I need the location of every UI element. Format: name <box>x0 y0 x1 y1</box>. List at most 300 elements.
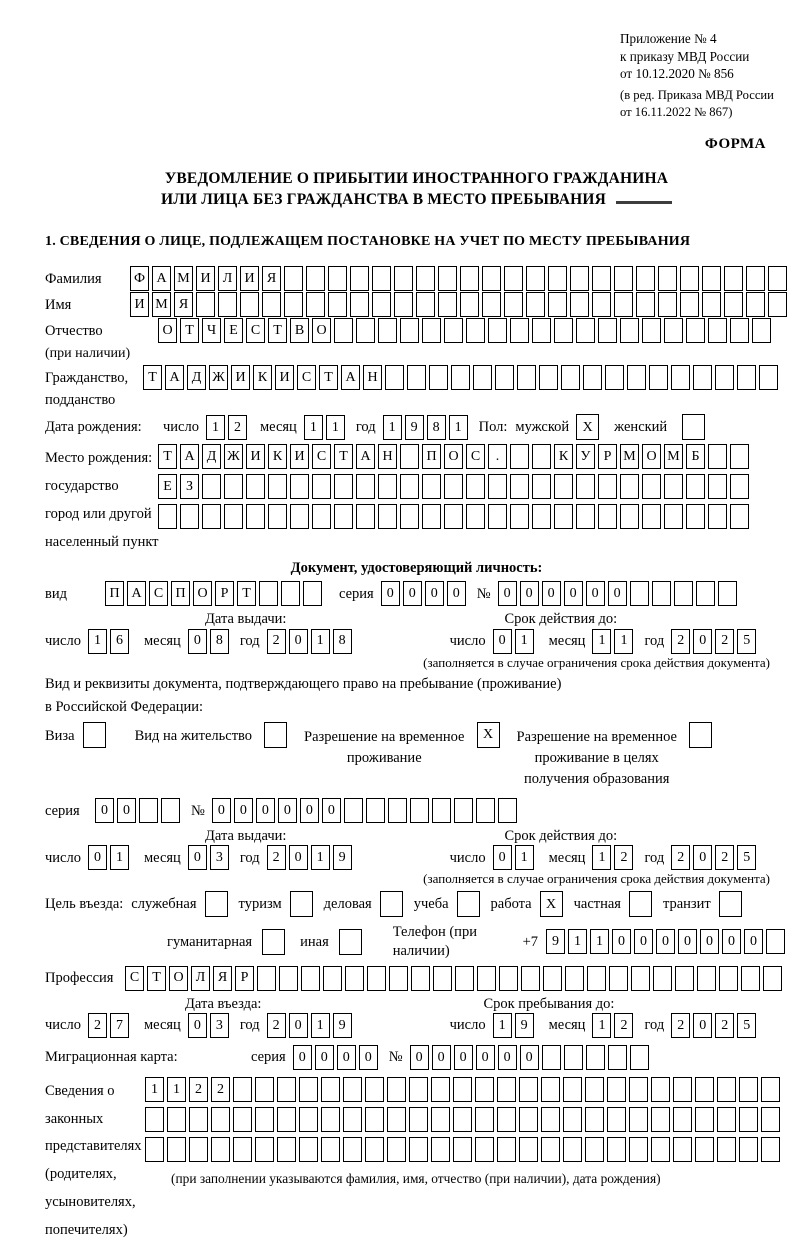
residence-validity-year-cells <box>671 845 759 870</box>
residence-number-cell <box>344 798 363 823</box>
entry-day-label: число <box>45 1017 81 1034</box>
phone-cell: 0 <box>612 929 631 954</box>
doc-number-label: № <box>476 585 491 602</box>
legal-reps-cell: 2 <box>211 1077 230 1102</box>
birth-place-cell <box>180 504 199 529</box>
legal-reps-cell <box>585 1137 604 1162</box>
residence-number-cell <box>498 798 517 823</box>
birth-day-cell: 1 <box>206 415 225 440</box>
birth-place-cell <box>642 474 661 499</box>
legal-reps-label-6: попечителях) <box>45 1221 128 1238</box>
purpose-study-checkbox <box>457 891 483 917</box>
legal-reps-cell <box>211 1137 230 1162</box>
firstname-cells <box>130 292 790 317</box>
migration-number-cell: 0 <box>498 1045 517 1070</box>
stay-day-cell: 9 <box>515 1013 534 1038</box>
migration-series-cell: 0 <box>337 1045 356 1070</box>
legal-reps-cell <box>321 1137 340 1162</box>
birth-place-cell <box>400 504 419 529</box>
purpose-work-checkbox <box>540 891 566 917</box>
birth-place-cell <box>224 474 243 499</box>
birth-day-cell: 2 <box>228 415 247 440</box>
legal-reps-cell <box>233 1107 252 1132</box>
surname-cell <box>592 266 611 291</box>
phone-cell: 0 <box>744 929 763 954</box>
firstname-cell <box>636 292 655 317</box>
doc-validity-day-cell: 0 <box>493 629 512 654</box>
citizenship-cell <box>605 365 624 390</box>
purpose-private-cell <box>629 891 652 917</box>
legal-reps-cell <box>651 1077 670 1102</box>
residence-number-cell <box>410 798 429 823</box>
citizenship-cell: С <box>297 365 316 390</box>
residence-issue-heading: Дата выдачи: <box>205 828 287 845</box>
residence-issue-month-cell: 0 <box>188 845 207 870</box>
legal-reps-cell <box>497 1107 516 1132</box>
firstname-cell <box>504 292 523 317</box>
patronymic-cell: Т <box>268 318 287 343</box>
phone-cell: 0 <box>722 929 741 954</box>
legal-reps-cell <box>299 1137 318 1162</box>
patronymic-cell: О <box>158 318 177 343</box>
profession-cell <box>543 966 562 991</box>
residence-issue-month-cells <box>188 845 232 870</box>
legal-reps-cell <box>717 1107 736 1132</box>
legal-reps-cell <box>431 1107 450 1132</box>
birth-place-cell <box>598 504 617 529</box>
doc-issue-day-cell: 1 <box>88 629 107 654</box>
visit-purpose-label: Цель въезда: <box>45 896 124 913</box>
legal-reps-cell <box>255 1077 274 1102</box>
birth-place-cell <box>202 504 221 529</box>
doc-type-cell <box>303 581 322 606</box>
doc-type-cell <box>259 581 278 606</box>
stay-year-label: год <box>644 1017 665 1034</box>
residence-number-cell: 0 <box>256 798 275 823</box>
residence-issue-year-cell: 1 <box>311 845 330 870</box>
stay-month-cell: 2 <box>614 1013 633 1038</box>
firstname-cell <box>482 292 501 317</box>
patronymic-cell: Т <box>180 318 199 343</box>
legal-reps-cell <box>387 1107 406 1132</box>
sex-female-label: женский <box>614 419 668 436</box>
doc-type-cell: Т <box>237 581 256 606</box>
patronymic-cell <box>334 318 353 343</box>
citizenship-cells <box>143 365 781 390</box>
birth-place-cell <box>532 444 551 469</box>
visa-cell <box>83 722 106 748</box>
surname-cell <box>570 266 589 291</box>
citizenship-cell: Н <box>363 365 382 390</box>
birth-place-cell <box>686 504 705 529</box>
legal-reps-cell <box>541 1107 560 1132</box>
phone-cell: 0 <box>678 929 697 954</box>
entry-year-cell: 2 <box>267 1013 286 1038</box>
legal-reps-cell <box>607 1077 626 1102</box>
surname-cell <box>614 266 633 291</box>
firstname-cell <box>526 292 545 317</box>
birth-place-cell <box>664 474 683 499</box>
legal-reps-cell <box>629 1107 648 1132</box>
legal-reps-cell <box>453 1137 472 1162</box>
surname-cell: Л <box>218 266 237 291</box>
purpose-humanitarian-checkbox <box>262 929 288 955</box>
legal-reps-cell <box>563 1077 582 1102</box>
birth-place-cell: Р <box>598 444 617 469</box>
residence-number-cell: 0 <box>322 798 341 823</box>
residence-validity-note: (заполняется в случае ограничения срока действия документа) <box>423 871 770 887</box>
residence-validity-day-cells <box>493 845 537 870</box>
phone-cell: 0 <box>700 929 719 954</box>
legal-reps-cell <box>475 1107 494 1132</box>
citizenship-cell <box>517 365 536 390</box>
patronymic-cell: Е <box>224 318 243 343</box>
doc-validity-month-cell: 1 <box>592 629 611 654</box>
profession-cell <box>521 966 540 991</box>
surname-cell <box>328 266 347 291</box>
birth-place-cell: С <box>466 444 485 469</box>
stay-year-cells <box>671 1013 759 1038</box>
purpose-official-label: служебная <box>131 896 197 913</box>
legal-reps-cell <box>563 1137 582 1162</box>
birth-place-cell: У <box>576 444 595 469</box>
birth-place-label-city: город или другой <box>45 505 152 522</box>
residence-series-row <box>45 798 788 823</box>
profession-cell <box>279 966 298 991</box>
doc-dates-row <box>45 629 788 654</box>
legal-reps-cell <box>695 1077 714 1102</box>
entry-year-label: год <box>239 1017 260 1034</box>
patronymic-cell <box>708 318 727 343</box>
migration-card-label: Миграционная карта: <box>45 1049 178 1066</box>
patronymic-cell <box>356 318 375 343</box>
profession-cell <box>631 966 650 991</box>
identity-doc-heading: Документ, удостоверяющий личность: <box>290 560 543 577</box>
migration-number-cell <box>564 1045 583 1070</box>
birth-place-cells-row3 <box>158 504 752 529</box>
doc-type-cell <box>281 581 300 606</box>
residence-issue-day-cell: 0 <box>88 845 107 870</box>
appendix-line: от 10.12.2020 № 856 <box>620 66 734 82</box>
birth-place-cell <box>202 474 221 499</box>
birth-place-cell <box>246 504 265 529</box>
legal-reps-cell <box>607 1137 626 1162</box>
citizenship-cell <box>407 365 426 390</box>
birth-place-cell <box>268 504 287 529</box>
surname-cell <box>394 266 413 291</box>
legal-reps-label-4: (родителях, <box>45 1166 117 1183</box>
profession-cell <box>587 966 606 991</box>
patronymic-note: (при наличии) <box>45 345 131 361</box>
doc-type-label: вид <box>45 585 67 602</box>
doc-series-cell: 0 <box>447 581 466 606</box>
citizenship-cell <box>693 365 712 390</box>
doc-number-cell: 0 <box>542 581 561 606</box>
surname-cell <box>548 266 567 291</box>
legal-reps-cell <box>739 1137 758 1162</box>
birth-place-cell <box>554 474 573 499</box>
purpose-transit-checkbox <box>719 891 745 917</box>
profession-cell <box>301 966 320 991</box>
birth-place-cell: Т <box>334 444 353 469</box>
stay-day-label: число <box>449 1017 486 1034</box>
residence-number-cell <box>476 798 495 823</box>
revision-line: (в ред. Приказа МВД России <box>620 88 774 103</box>
purpose-private-checkbox <box>629 891 655 917</box>
legal-reps-cell <box>761 1077 780 1102</box>
purpose-business-label: деловая <box>323 896 372 913</box>
firstname-cell <box>614 292 633 317</box>
purpose-official-cell <box>205 891 228 917</box>
firstname-row <box>45 292 788 317</box>
profession-cell: О <box>169 966 188 991</box>
birth-place-cell <box>730 444 749 469</box>
birth-place-cell <box>444 504 463 529</box>
legal-reps-cell <box>211 1107 230 1132</box>
migration-number-cell: 0 <box>410 1045 429 1070</box>
firstname-cell <box>592 292 611 317</box>
birth-place-cell <box>708 444 727 469</box>
legal-reps-cell <box>717 1077 736 1102</box>
birth-place-cell <box>290 474 309 499</box>
residence-doc-line2: в Российской Федерации: <box>45 698 204 715</box>
birth-place-label-settlement: населенный пункт <box>45 533 159 550</box>
legal-reps-cell: 2 <box>189 1077 208 1102</box>
residence-number-cell: 0 <box>300 798 319 823</box>
purpose-transit-cell <box>719 891 742 917</box>
doc-issue-year-label: год <box>239 633 260 649</box>
profession-row <box>45 966 788 991</box>
legal-reps-cell <box>519 1077 538 1102</box>
birth-place-cell: С <box>312 444 331 469</box>
legal-reps-cell <box>629 1137 648 1162</box>
doc-type-cell: О <box>193 581 212 606</box>
visit-purpose-row2 <box>45 923 788 959</box>
legal-reps-cell <box>409 1107 428 1132</box>
patronymic-label: Отчество <box>45 323 103 340</box>
purpose-tourism-cell <box>290 891 313 917</box>
residence-number-label: № <box>191 802 205 819</box>
firstname-cell <box>372 292 391 317</box>
birth-month-label: месяц <box>259 419 297 436</box>
residence-issue-year-cell: 2 <box>267 845 286 870</box>
legal-reps-label-2: законных <box>45 1110 104 1127</box>
profession-cell <box>477 966 496 991</box>
legal-reps-note: (при заполнении указываются фамилия, имя, отчество (при наличии), дата рождения) <box>171 1170 661 1186</box>
appendix-line: Приложение № 4 <box>620 31 717 46</box>
citizenship-cell: Т <box>319 365 338 390</box>
migration-number-cell <box>542 1045 561 1070</box>
citizenship-cell: А <box>341 365 360 390</box>
residence-number-cell <box>388 798 407 823</box>
temp-residence-edu-label: Разрешение на временное проживание в целях получения образования <box>516 729 677 788</box>
citizenship-cell <box>429 365 448 390</box>
birth-place-cell: Д <box>202 444 221 469</box>
phone-cell: 1 <box>568 929 587 954</box>
birth-place-cell <box>708 474 727 499</box>
residence-number-cell: 0 <box>278 798 297 823</box>
surname-cell <box>372 266 391 291</box>
purpose-business-checkbox <box>380 891 406 917</box>
residence-validity-heading: Срок действия до: <box>504 828 618 845</box>
birth-place-cell: И <box>246 444 265 469</box>
migration-number-cell <box>630 1045 649 1070</box>
profession-cell <box>653 966 672 991</box>
profession-cell: С <box>125 966 144 991</box>
phone-cell: 1 <box>590 929 609 954</box>
patronymic-cell <box>532 318 551 343</box>
profession-cell <box>565 966 584 991</box>
doc-validity-month-cells <box>592 629 636 654</box>
entry-day-cells <box>88 1013 132 1038</box>
purpose-study-cell <box>457 891 480 917</box>
legal-reps-cell <box>739 1107 758 1132</box>
patronymic-cell: О <box>312 318 331 343</box>
birth-place-cell <box>224 504 243 529</box>
legal-reps-cell <box>541 1137 560 1162</box>
legal-reps-cell <box>607 1107 626 1132</box>
birth-place-cell <box>422 474 441 499</box>
birth-place-cell <box>642 504 661 529</box>
patronymic-cell <box>576 318 595 343</box>
birth-place-cells-row2 <box>158 474 752 499</box>
doc-validity-year-cells <box>671 629 759 654</box>
birth-place-cell <box>466 504 485 529</box>
doc-validity-note: (заполняется в случае ограничения срока действия документа) <box>423 654 770 670</box>
residence-issue-day-cell: 1 <box>110 845 129 870</box>
residence-issue-day-cells <box>88 845 132 870</box>
residence-validity-day-cell: 0 <box>493 845 512 870</box>
residence-options-row <box>45 722 788 790</box>
stay-month-cells <box>592 1013 636 1038</box>
profession-cell <box>345 966 364 991</box>
phone-cell: 9 <box>546 929 565 954</box>
entry-year-cell: 0 <box>289 1013 308 1038</box>
legal-reps-cell <box>453 1077 472 1102</box>
doc-number-cell: 0 <box>498 581 517 606</box>
firstname-cell <box>196 292 215 317</box>
form-title-line1: УВЕДОМЛЕНИЕ О ПРИБЫТИИ ИНОСТРАННОГО ГРАЖДАНИНА <box>164 169 669 187</box>
entry-date-heading: Дата въезда: <box>185 995 262 1012</box>
stay-day-cell: 1 <box>493 1013 512 1038</box>
birth-place-cell <box>378 504 397 529</box>
citizenship-cell <box>495 365 514 390</box>
doc-number-cell <box>718 581 737 606</box>
birth-year-cells <box>383 415 471 440</box>
patronymic-cell <box>466 318 485 343</box>
doc-issue-year-cell: 2 <box>267 629 286 654</box>
birth-place-label: Место рождения: <box>45 450 153 467</box>
citizenship-cell: Т <box>143 365 162 390</box>
title-blank-underline <box>616 200 672 204</box>
citizenship-cell: И <box>275 365 294 390</box>
sex-female-checkbox <box>682 414 708 440</box>
firstname-cell <box>328 292 347 317</box>
profession-cell <box>257 966 276 991</box>
residence-issue-year-label: год <box>239 849 260 866</box>
doc-number-cells <box>498 581 740 606</box>
legal-reps-cell <box>343 1107 362 1132</box>
doc-number-cell <box>630 581 649 606</box>
temp-residence-edu-cell <box>689 722 712 748</box>
residence-number-cell <box>454 798 473 823</box>
doc-validity-year-cell: 0 <box>693 629 712 654</box>
birth-place-cell: П <box>422 444 441 469</box>
residence-issue-year-cells <box>267 845 355 870</box>
migration-series-cell: 0 <box>293 1045 312 1070</box>
birth-place-cell <box>444 474 463 499</box>
residence-permit-cell <box>264 722 287 748</box>
surname-cell <box>504 266 523 291</box>
firstname-cell <box>262 292 281 317</box>
phone-label: Телефон (при наличии) <box>392 924 477 959</box>
purpose-humanitarian-label: гуманитарная <box>167 933 253 950</box>
purpose-tourism-checkbox <box>290 891 316 917</box>
patronymic-cell <box>400 318 419 343</box>
citizenship-cell <box>715 365 734 390</box>
surname-cell <box>350 266 369 291</box>
legal-reps-cell <box>189 1137 208 1162</box>
sex-male-cell: X <box>576 414 599 440</box>
legal-reps-cell <box>519 1107 538 1132</box>
legal-reps-cell <box>145 1137 164 1162</box>
doc-issue-month-cell: 0 <box>188 629 207 654</box>
legal-reps-cell <box>277 1137 296 1162</box>
surname-cell <box>482 266 501 291</box>
entry-day-cell: 7 <box>110 1013 129 1038</box>
migration-number-cell: 0 <box>476 1045 495 1070</box>
visit-purpose-row1 <box>45 891 788 917</box>
form-label: ФОРМА <box>704 135 766 152</box>
doc-issue-month-cells <box>188 629 232 654</box>
residence-issue-day-label: число <box>45 849 81 866</box>
birth-place-cell <box>290 504 309 529</box>
citizenship-label1: Гражданство, <box>45 370 129 387</box>
firstname-cell <box>548 292 567 317</box>
citizenship-label2: подданство <box>45 392 116 409</box>
residence-number-cell <box>432 798 451 823</box>
firstname-cell <box>570 292 589 317</box>
doc-date-headings <box>45 610 788 628</box>
residence-series-label: серия <box>45 802 80 819</box>
birth-year-cell: 8 <box>427 415 446 440</box>
stay-year-cell: 5 <box>737 1013 756 1038</box>
birth-place-cell: А <box>180 444 199 469</box>
profession-cell <box>411 966 430 991</box>
birth-place-cell: Ж <box>224 444 243 469</box>
doc-series-cell: 0 <box>403 581 422 606</box>
legal-reps-cell <box>431 1137 450 1162</box>
citizenship-cell <box>451 365 470 390</box>
birth-place-cell: Н <box>378 444 397 469</box>
birth-place-cell <box>576 474 595 499</box>
birth-date-row <box>45 414 788 440</box>
legal-reps-cell <box>519 1137 538 1162</box>
residence-number-cell: 0 <box>212 798 231 823</box>
surname-cell <box>746 266 765 291</box>
profession-cell: Я <box>213 966 232 991</box>
legal-reps-label-3: представителях <box>45 1138 142 1155</box>
legal-reps-cell: 1 <box>145 1077 164 1102</box>
birth-place-cell <box>400 474 419 499</box>
residence-series-cells <box>95 798 183 823</box>
firstname-cell <box>438 292 457 317</box>
firstname-cell: М <box>152 292 171 317</box>
migration-number-cell <box>586 1045 605 1070</box>
firstname-cell <box>724 292 743 317</box>
residence-issue-month-label: месяц <box>143 849 181 866</box>
legal-reps-cells-row1 <box>145 1077 783 1102</box>
